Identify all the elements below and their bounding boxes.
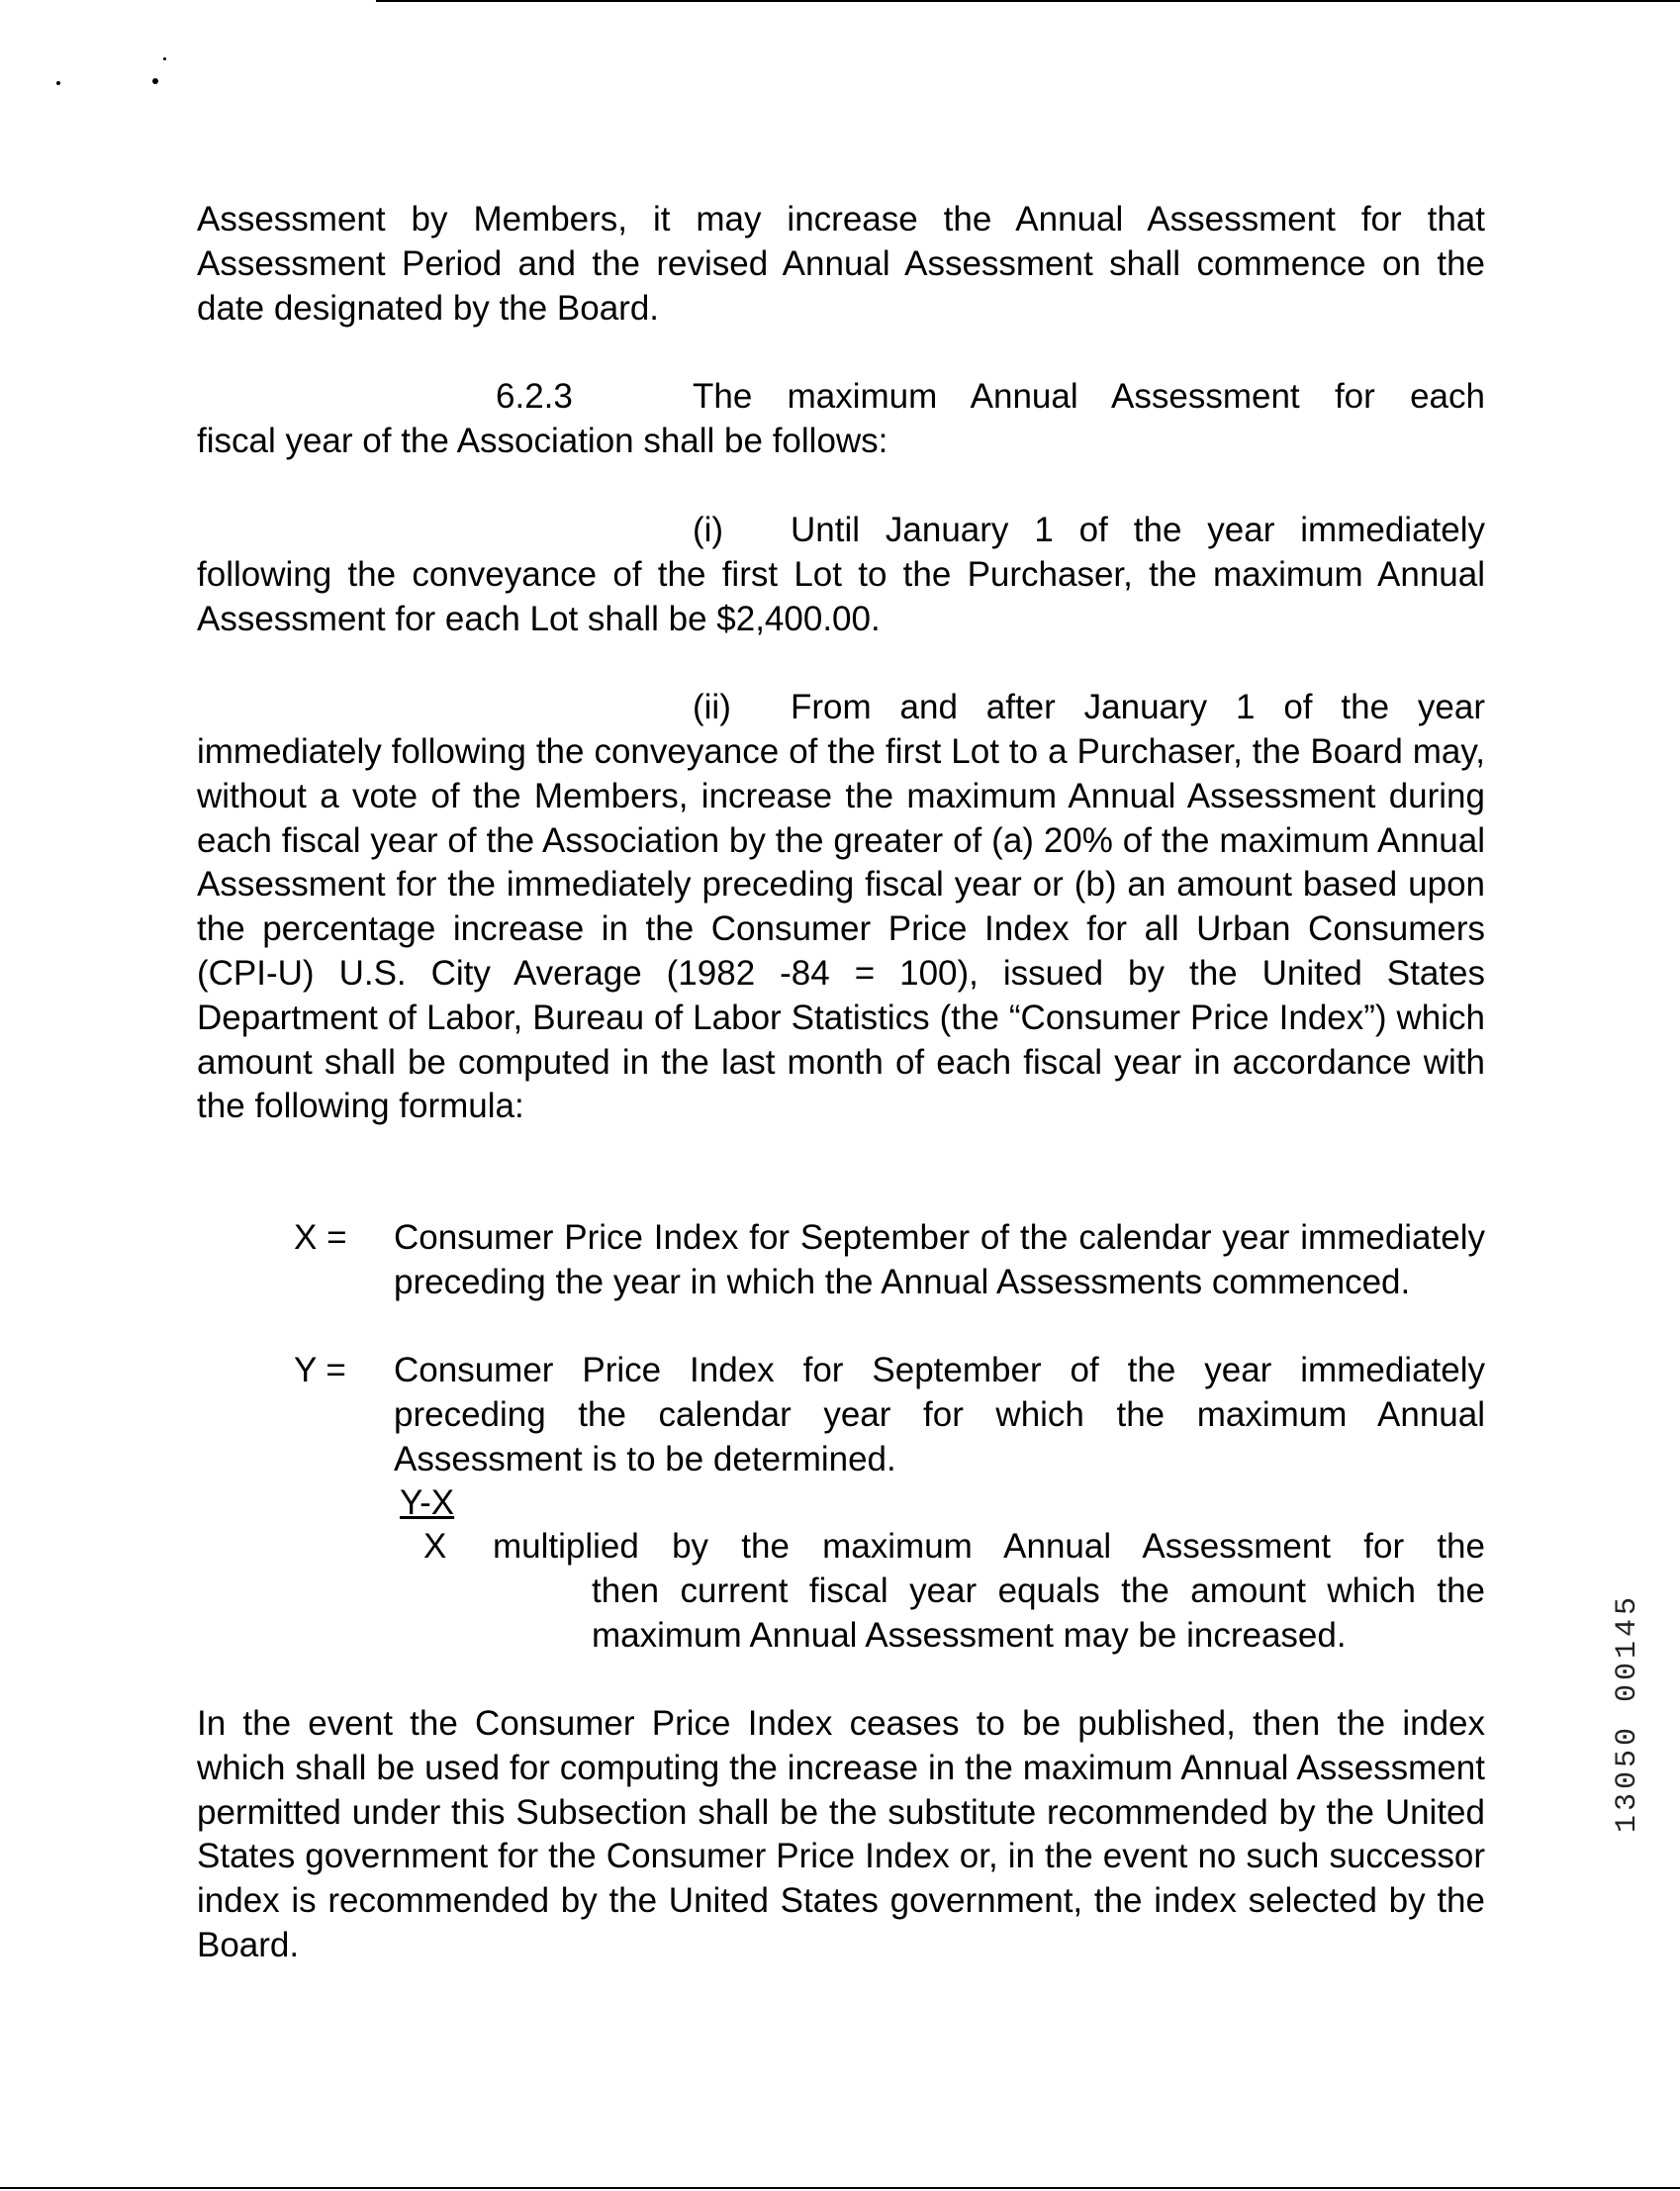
item-i-first-line: Until January 1 of the year immediately	[791, 511, 1485, 549]
item-ii-first-line: From and after January 1 of the year	[791, 688, 1485, 726]
bates-number: 13050 00145	[1611, 1593, 1644, 1834]
scan-edge-bottom	[0, 2187, 1680, 2189]
formula-text-first-line: multiplied by the maximum Annual Assessment for the	[493, 1527, 1485, 1566]
closing-paragraph: In the event the Consumer Price Index ceases to be published, then the index which shall be used for computing the increase in the maximum Annual Assessment permitted under this Subsection shall be the substitute recommended by the United States government for the Consumer Price Index or, in the event no such successor index is recommended by the United States government, the index selected by the Board.	[197, 1704, 1485, 1964]
section-heading-first-line: The maximum Annual Assessment for each	[693, 377, 1485, 416]
scan-speck	[163, 57, 166, 60]
item-ii-label: (ii)	[693, 688, 731, 726]
definition-x-text: Consumer Price Index for September of the calendar year immediately preceding the year in which the Annual Assessments commenced.	[394, 1218, 1485, 1301]
item-i-rest: following the conveyance of the first Lot to the Purchaser, the maximum Annual Assessment for each Lot shall be $2,400.00.	[197, 555, 1485, 638]
scan-edge-top	[376, 0, 1680, 2]
definition-y-label: Y =	[294, 1351, 346, 1389]
scan-speck	[56, 81, 60, 85]
item-ii-rest: immediately following the conveyance of the first Lot to a Purchaser, the Board may, without a vote of the Members, increase the maximum Annual Assessment during each fiscal year of the Association by the greater of (a) 20% of the maximum Annual Assessment for the immediately preceding fiscal year or (b) an amount based upon the percentage increase in the Consumer Price Index for all Urban Consumers (CPI-U) U.S. City Average (1982 -84 = 100), issued by the United States Department of Labor, Bureau of Labor Statistics (the “Consumer Price Index”) which amount shall be computed in the last month of each fiscal year in accordance with the following formula:	[197, 732, 1485, 1126]
definition-x-label: X =	[294, 1218, 347, 1257]
formula-numerator: Y-X	[400, 1483, 455, 1522]
item-i-label: (i)	[693, 511, 724, 549]
opening-paragraph: Assessment by Members, it may increase the Annual Assessment for that Assessment Period and the revised Annual Assessment shall commence on the date designated by the Board.	[197, 200, 1485, 328]
formula-text-rest: then current fiscal year equals the amount which the maximum Annual Assessment may be increased.	[592, 1572, 1485, 1655]
scan-speck	[152, 78, 158, 84]
definition-y-text: Consumer Price Index for September of the year immediately preceding the calendar year for which the maximum Annual Assessment is to be determined.	[394, 1351, 1485, 1478]
section-number: 6.2.3	[496, 377, 573, 416]
section-heading-rest: fiscal year of the Association shall be follows:	[197, 422, 888, 460]
formula-denominator: X	[423, 1527, 447, 1566]
